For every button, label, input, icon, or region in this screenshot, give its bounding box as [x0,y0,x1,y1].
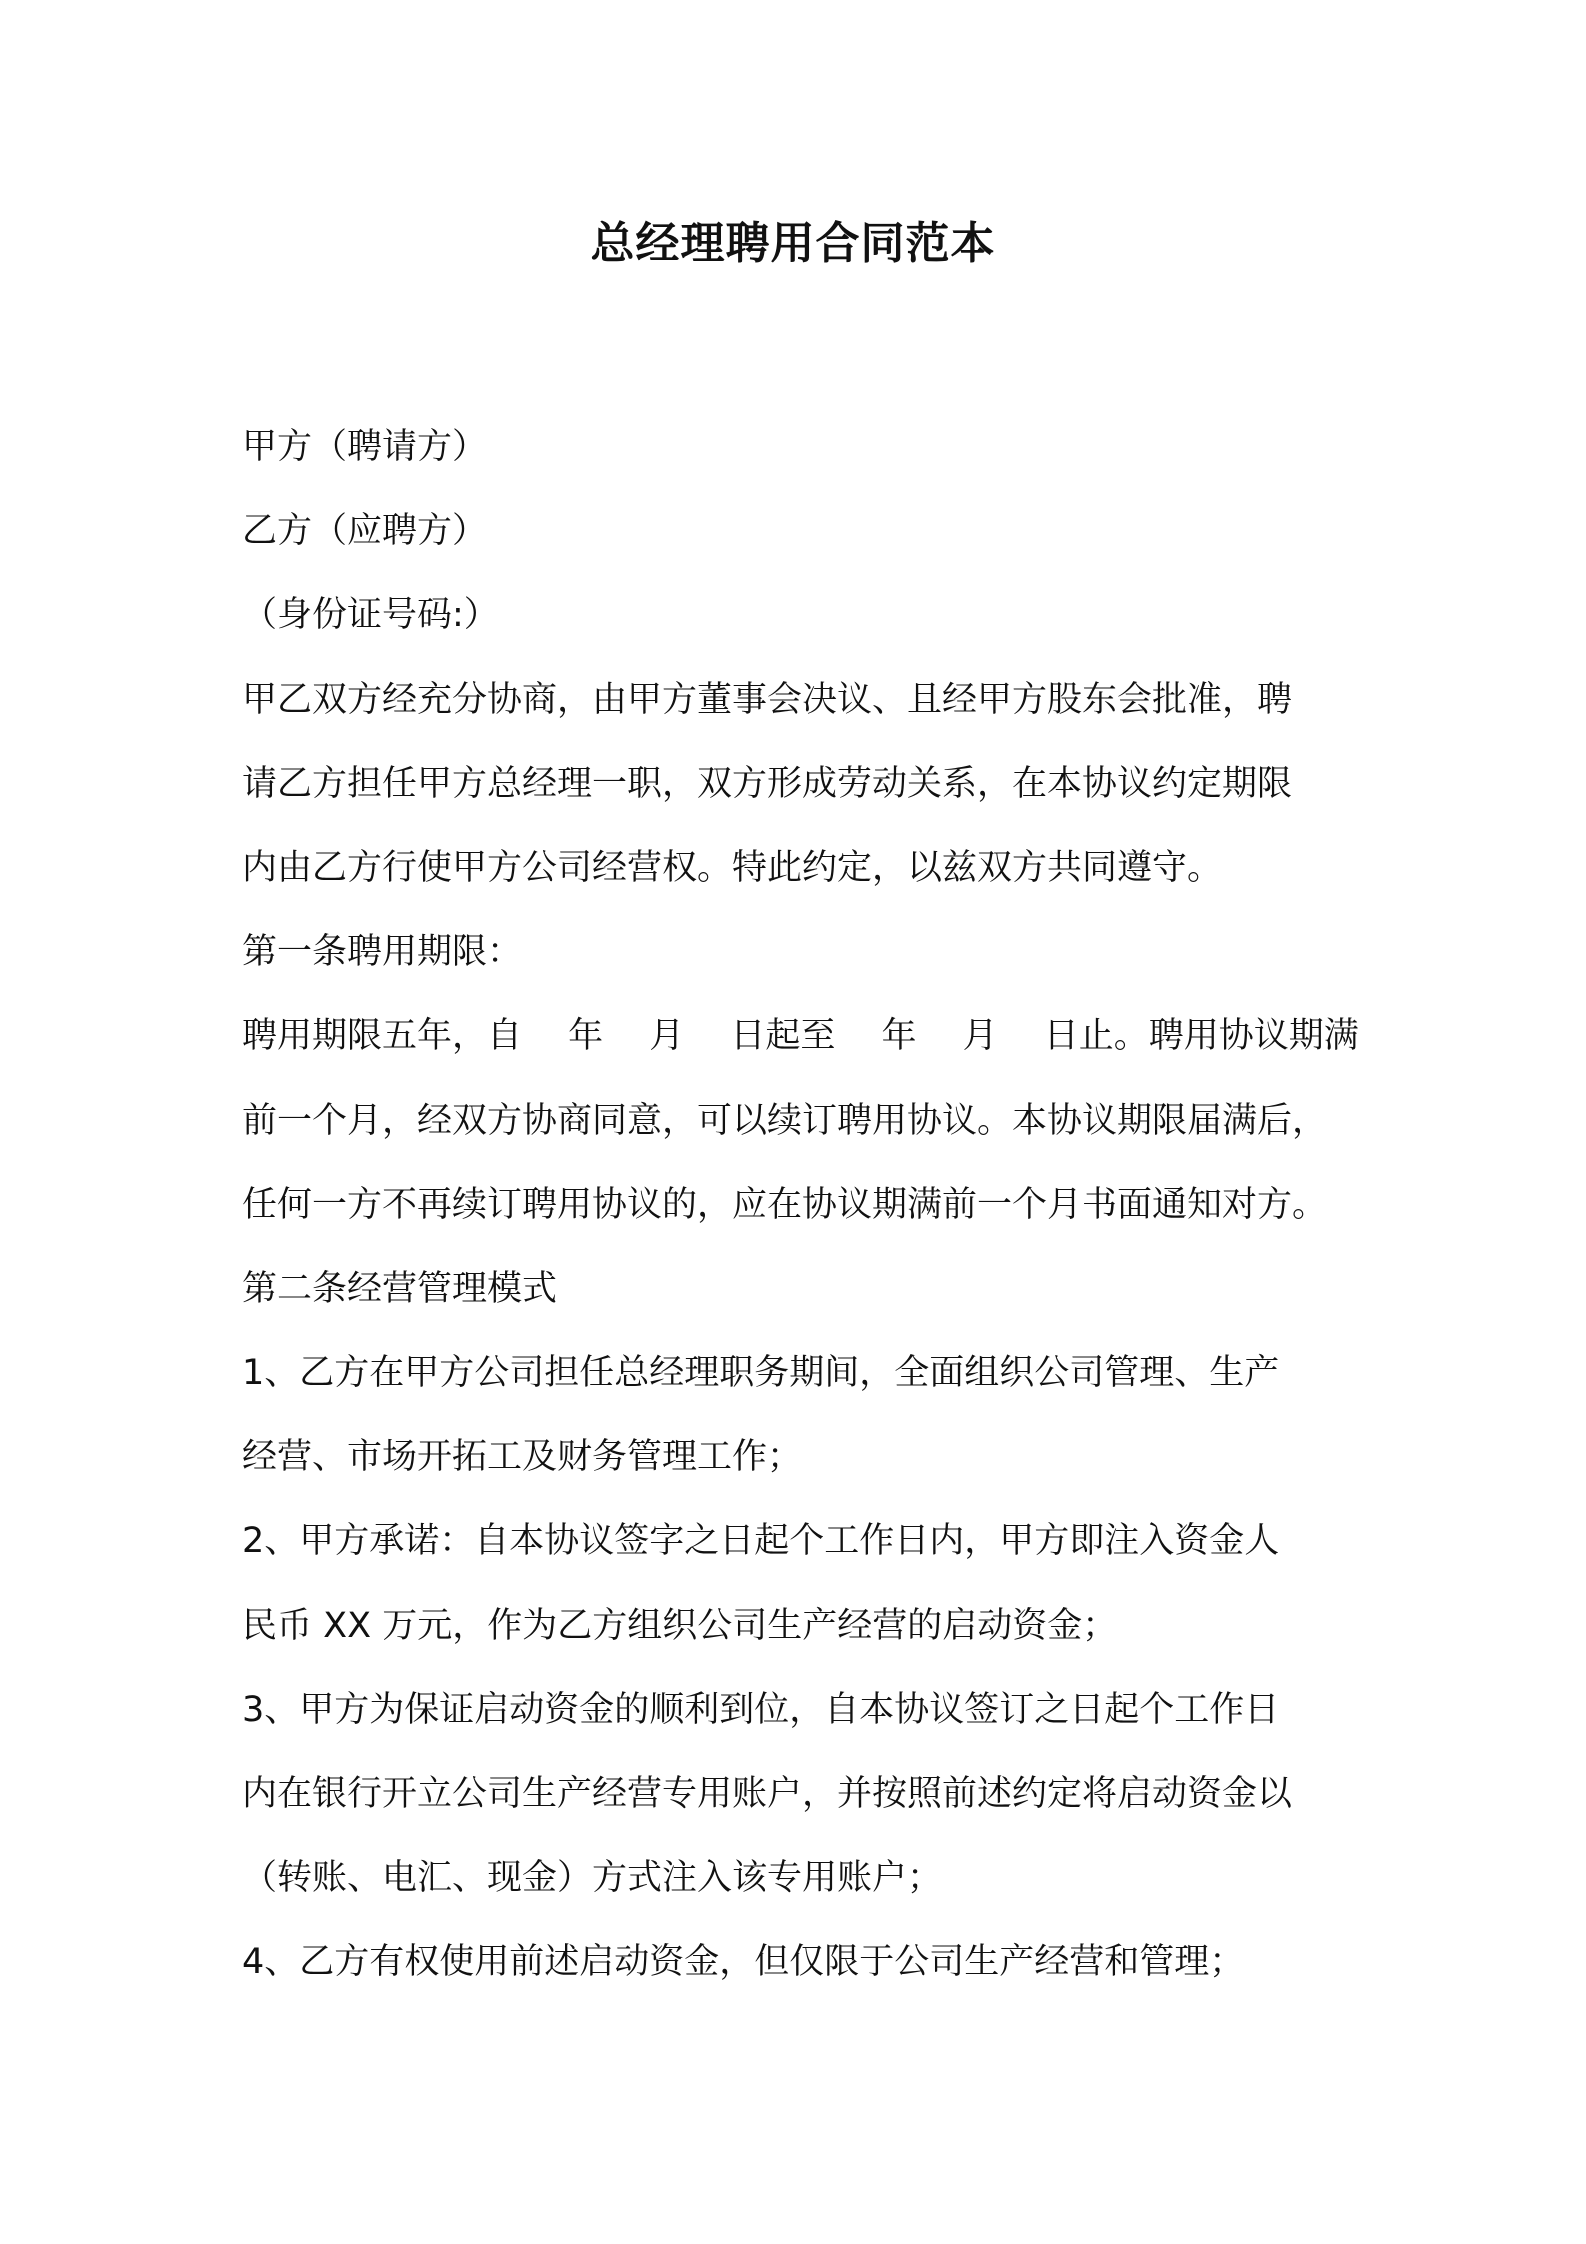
preamble-line: 内由乙方行使甲方公司经营权。特此约定，以兹双方共同遵守。 [242,847,1223,888]
document-body [242,405,1372,2005]
clause-1-line: 经营、市场开拓工及财务管理工作； [242,1437,803,1478]
party-b-line: 乙方（应聘方） [242,511,488,552]
id-number-line: （身份证号码:） [242,595,499,636]
clause-2-line: 2、甲方承诺：自本协议签字之日起个工作日内，甲方即注入资金人 [242,1521,1280,1562]
article-1-text-line: 聘用期限五年，自 年 月 日起至 年 月 日止。聘用协议期满 [242,1016,1359,1057]
clause-4-line: 4、乙方有权使用前述启动资金，但仅限于公司生产经营和管理； [242,1942,1245,1983]
clause-1-line: 1、乙方在甲方公司担任总经理职务期间，全面组织公司管理、生产 [242,1353,1280,1394]
article-2-heading: 第二条经营管理模式 [242,1268,558,1309]
document-title: 总经理聘用合同范本 [590,218,996,269]
clause-3-line: 3、甲方为保证启动资金的顺利到位，自本协议签订之日起个工作日 [242,1689,1280,1730]
preamble-line: 甲乙双方经充分协商，由甲方董事会决议、且经甲方股东会批准，聘 [242,679,1293,720]
article-1-text-line: 前一个月，经双方协商同意，可以续订聘用协议。本协议期限届满后， [242,1100,1328,1141]
article-1-heading: 第一条聘用期限： [242,932,523,973]
clause-3-line: （转账、电汇、现金）方式注入该专用账户； [242,1858,943,1899]
clause-3-line: 内在银行开立公司生产经营专用账户，并按照前述约定将启动资金以 [242,1774,1293,1814]
preamble-line: 请乙方担任甲方总经理一职，双方形成劳动关系，在本协议约定期限 [242,763,1293,804]
party-a-line: 甲方（聘请方） [242,427,488,467]
article-1-text-line: 任何一方不再续订聘用协议的，应在协议期满前一个月书面通知对方。 [242,1184,1328,1225]
clause-2-line: 民币 XX 万元，作为乙方组织公司生产经营的启动资金； [242,1605,1118,1646]
